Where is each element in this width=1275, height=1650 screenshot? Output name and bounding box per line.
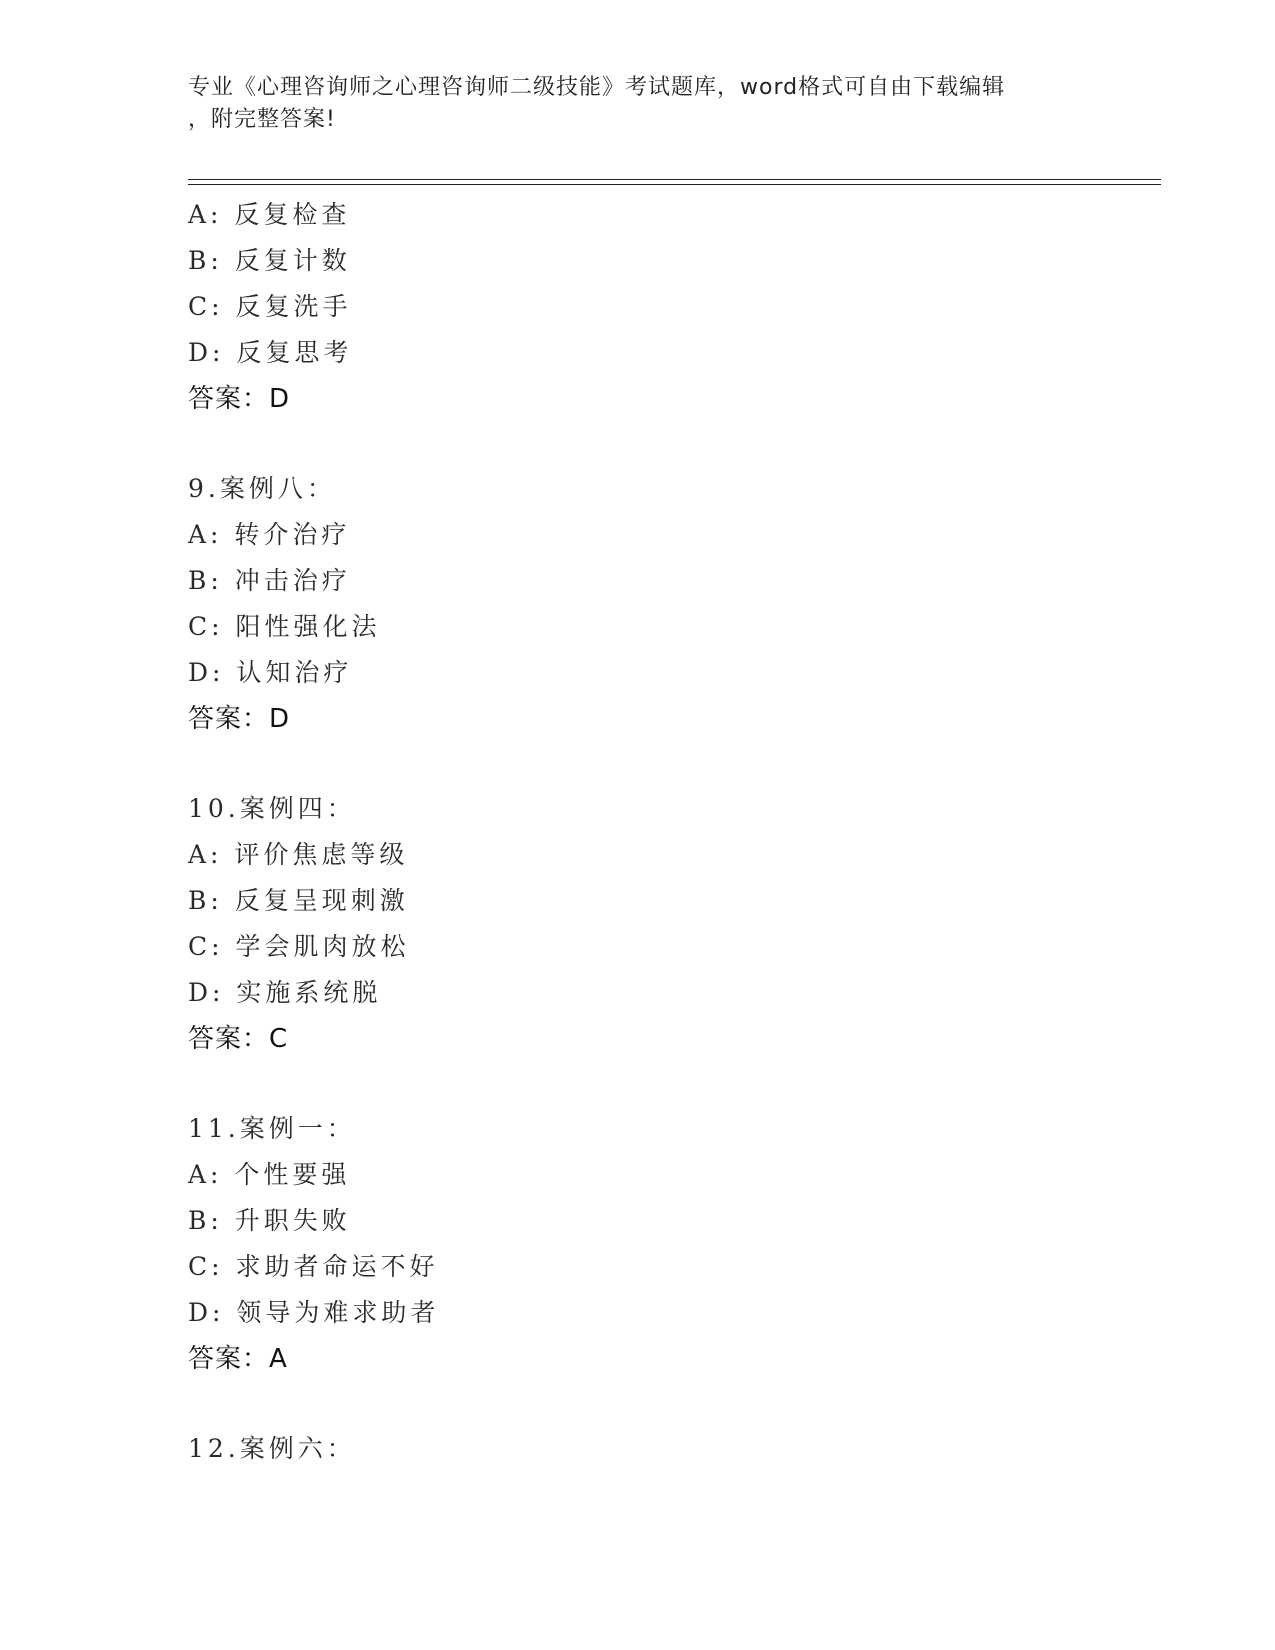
header-divider-top bbox=[188, 179, 1161, 180]
option-d: D: 认知治疗 bbox=[188, 658, 353, 687]
option-d: D: 领导为难求助者 bbox=[188, 1298, 440, 1327]
question-8-continued bbox=[188, 192, 1168, 422]
question-12 bbox=[188, 1426, 1168, 1472]
question-9 bbox=[188, 466, 1168, 742]
question-title: 11.案例一： bbox=[188, 1114, 356, 1143]
option-c: C: 学会肌肉放松 bbox=[188, 932, 410, 961]
spacer bbox=[188, 422, 1168, 466]
option-a: A: 转介治疗 bbox=[188, 520, 351, 549]
option-b: B: 升职失败 bbox=[188, 1206, 351, 1235]
answer-label: 答案：D bbox=[188, 704, 291, 734]
header-title-line-1: 专业《心理咨询师之心理咨询师二级技能》考试题库，word格式可自由下载编辑 bbox=[188, 75, 1006, 100]
answer-label: 答案：D bbox=[188, 384, 291, 414]
option-a: A: 反复检查 bbox=[188, 200, 351, 229]
option-b: B: 冲击治疗 bbox=[188, 566, 351, 595]
option-a: A: 个性要强 bbox=[188, 1160, 351, 1189]
question-10 bbox=[188, 786, 1168, 1062]
option-d: D: 反复思考 bbox=[188, 338, 353, 367]
document-header bbox=[188, 72, 1088, 136]
option-c: C: 求助者命运不好 bbox=[188, 1252, 439, 1281]
header-title-line-2: ，附完整答案! bbox=[188, 107, 336, 132]
question-list bbox=[188, 192, 1168, 1472]
header-divider-bottom bbox=[188, 184, 1161, 185]
question-11 bbox=[188, 1106, 1168, 1382]
option-a: A: 评价焦虑等级 bbox=[188, 840, 409, 869]
question-title: 12.案例六： bbox=[188, 1434, 356, 1463]
question-title: 9.案例八： bbox=[188, 474, 336, 503]
question-title: 10.案例四： bbox=[188, 794, 356, 823]
option-c: C: 反复洗手 bbox=[188, 292, 352, 321]
answer-label: 答案：C bbox=[188, 1024, 289, 1054]
spacer bbox=[188, 1382, 1168, 1426]
option-b: B: 反复计数 bbox=[188, 246, 351, 275]
option-b: B: 反复呈现刺激 bbox=[188, 886, 409, 915]
spacer bbox=[188, 742, 1168, 786]
answer-label: 答案：A bbox=[188, 1344, 288, 1374]
spacer bbox=[188, 1062, 1168, 1106]
option-d: D: 实施系统脱 bbox=[188, 978, 382, 1007]
option-c: C: 阳性强化法 bbox=[188, 612, 381, 641]
